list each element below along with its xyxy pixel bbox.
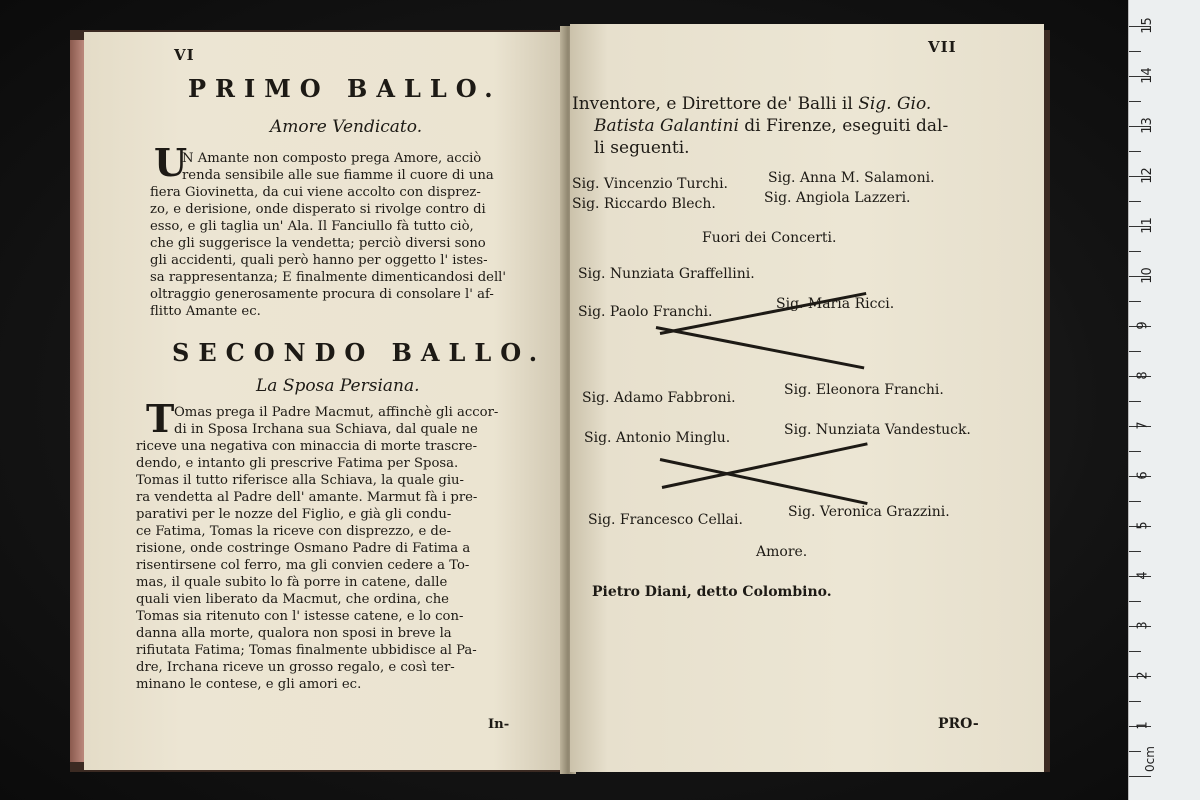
ruler-tick (1129, 551, 1141, 552)
text-line: Omas prega il Padre Macmut, affinchè gli accor- (174, 405, 499, 420)
section-subtitle: Amore Vendicato. (270, 117, 423, 137)
text-line: dre, Irchana riceve un grosso regalo, e così ter- (136, 660, 455, 675)
ruler-tick (1129, 101, 1141, 102)
text-line: sa rappresentanza; E finalmente dimenticandosi dell' (150, 270, 507, 285)
ruler-tick (1129, 301, 1141, 302)
text-line: fiera Giovinetta, da cui viene accolto con disprez- (150, 185, 481, 200)
page-number: VII (928, 38, 957, 56)
catchword: PRO- (938, 716, 979, 732)
dancer-name: Sig. Paolo Franchi. (578, 304, 713, 320)
ruler-tick (1129, 701, 1141, 702)
dancer-name: Sig. Nunziata Vandestuck. (784, 422, 971, 438)
ruler-number: 7 (1135, 421, 1151, 430)
dancer-name: Sig. Riccardo Blech. (572, 196, 716, 212)
ruler-number: 13 (1139, 117, 1155, 134)
text-line: minano le contese, e gli amori ec. (136, 677, 362, 692)
section-title: SECONDO BALLO. (172, 338, 547, 367)
ruler-tick (1129, 51, 1141, 52)
dancer-name: Sig. Vincenzio Turchi. (572, 176, 728, 192)
text-line: che gli suggerisce la vendetta; perciò diversi sono (150, 236, 486, 251)
ruler-tick (1129, 751, 1141, 752)
ruler-number: 5 (1135, 521, 1151, 530)
ruler-number: 14 (1139, 67, 1155, 84)
ruler-number: 2 (1135, 671, 1151, 680)
text-line: risione, onde costringe Osmano Padre di Fatima a (136, 541, 471, 556)
dancer-name: Sig. Anna M. Salamoni. (768, 170, 935, 186)
ruler-unit: 0cm (1142, 746, 1157, 772)
ruler-number: 8 (1135, 371, 1151, 380)
dancer-name: Sig. Angiola Lazzeri. (764, 190, 911, 206)
drop-cap: T (146, 396, 175, 441)
ruler-number: 11 (1139, 217, 1155, 234)
ruler-number: 15 (1139, 17, 1155, 34)
intro-text: di Firenze, eseguiti dal- (738, 116, 949, 136)
amore-heading: Amore. (756, 544, 808, 560)
ruler-number: 1 (1135, 721, 1151, 730)
text-line: ce Fatima, Tomas la riceve con disprezzo, e de- (136, 524, 452, 539)
intro-text: Inventore, e Direttore de' Balli il (572, 94, 859, 114)
dancer-name: Sig. Nunziata Graffellini. (578, 266, 755, 282)
text-line: renda sensibile alle sue fiamme il cuore di una (182, 168, 494, 183)
dancer-name: Sig. Eleonora Franchi. (784, 382, 944, 398)
text-line: rifiutata Fatima; Tomas finalmente ubbidisce al Pa- (136, 643, 477, 658)
ruler-number: 6 (1135, 471, 1151, 480)
text-line: mas, il quale subito lo fà porre in catene, dalle (136, 575, 448, 590)
ruler-tick (1129, 201, 1141, 202)
text-line: gli accidenti, quali però hanno per oggetto l' istes- (150, 253, 488, 268)
ruler-tick (1129, 351, 1141, 352)
ruler-tick (1129, 501, 1141, 502)
right-page (570, 24, 1044, 772)
intro-text-italic: Batista Galantini (594, 116, 739, 136)
ruler-number: 12 (1139, 167, 1155, 184)
text-line: esso, e gli taglia un' Ala. Il Fanciullo fà tutto ciò, (150, 219, 474, 234)
text-line: quali vien liberato da Macmut, che ordina, che (136, 592, 449, 607)
ruler-tick (1129, 151, 1141, 152)
ruler-tick (1129, 451, 1141, 452)
left-page (84, 32, 566, 770)
ruler-number: 10 (1139, 267, 1155, 284)
dancer-name: Sig. Francesco Cellai. (588, 512, 743, 528)
text-line: flitto Amante ec. (150, 304, 261, 319)
drop-cap: U (154, 140, 188, 185)
performer-name: Pietro Diani, detto Colombino. (592, 584, 832, 600)
intro-line: li seguenti. (594, 138, 690, 158)
text-line: danna alla morte, qualora non sposi in breve la (136, 626, 452, 641)
page-number: VI (174, 46, 195, 64)
text-line: risentirsene col ferro, ma gli convien cedere a To- (136, 558, 470, 573)
intro-line (572, 94, 931, 114)
ruler-tick (1129, 601, 1141, 602)
text-line: ra vendetta al Padre dell' amante. Marmut fà i pre- (136, 490, 478, 505)
ruler-number: 4 (1135, 571, 1151, 580)
section-title: PRIMO BALLO. (188, 74, 502, 103)
ruler-tick (1129, 776, 1151, 777)
strike-line (656, 326, 865, 369)
text-line: oltraggio generosamente procura di consolare l' af- (150, 287, 494, 302)
section-subtitle: La Sposa Persiana. (256, 376, 420, 396)
dancer-name: Sig. Veronica Grazzini. (788, 504, 950, 520)
intro-line (594, 116, 948, 136)
dancer-name: Sig. Adamo Fabbroni. (582, 390, 736, 406)
text-line: parativi per le nozze del Figlio, e già gli condu- (136, 507, 452, 522)
dancer-name: Sig. Antonio Minglu. (584, 430, 731, 446)
ruler-tick (1129, 401, 1141, 402)
text-line: riceve una negativa con minaccia di morte trascre- (136, 439, 478, 454)
dancer-name: Sig. Maria Ricci. (776, 296, 895, 312)
text-line: di in Sposa Irchana sua Schiava, dal quale ne (174, 422, 478, 437)
ruler-tick (1129, 251, 1141, 252)
measurement-ruler (1128, 0, 1200, 800)
ruler-number: 3 (1135, 621, 1151, 630)
ruler-number: 9 (1135, 321, 1151, 330)
text-line: N Amante non composto prega Amore, acciò (182, 151, 482, 166)
intro-text-italic: Sig. Gio. (858, 94, 932, 114)
fuori-heading: Fuori dei Concerti. (702, 230, 837, 246)
text-line: Tomas il tutto riferisce alla Schiava, la quale giu- (136, 473, 464, 488)
ruler-tick (1129, 651, 1141, 652)
text-line: dendo, e intanto gli prescrive Fatima per Sposa. (136, 456, 459, 471)
text-line: zo, e derisione, onde disperato si rivolge contro di (150, 202, 486, 217)
text-line: Tomas sia ritenuto con l' istesse catene, e lo con- (136, 609, 464, 624)
catchword: In- (488, 717, 510, 732)
